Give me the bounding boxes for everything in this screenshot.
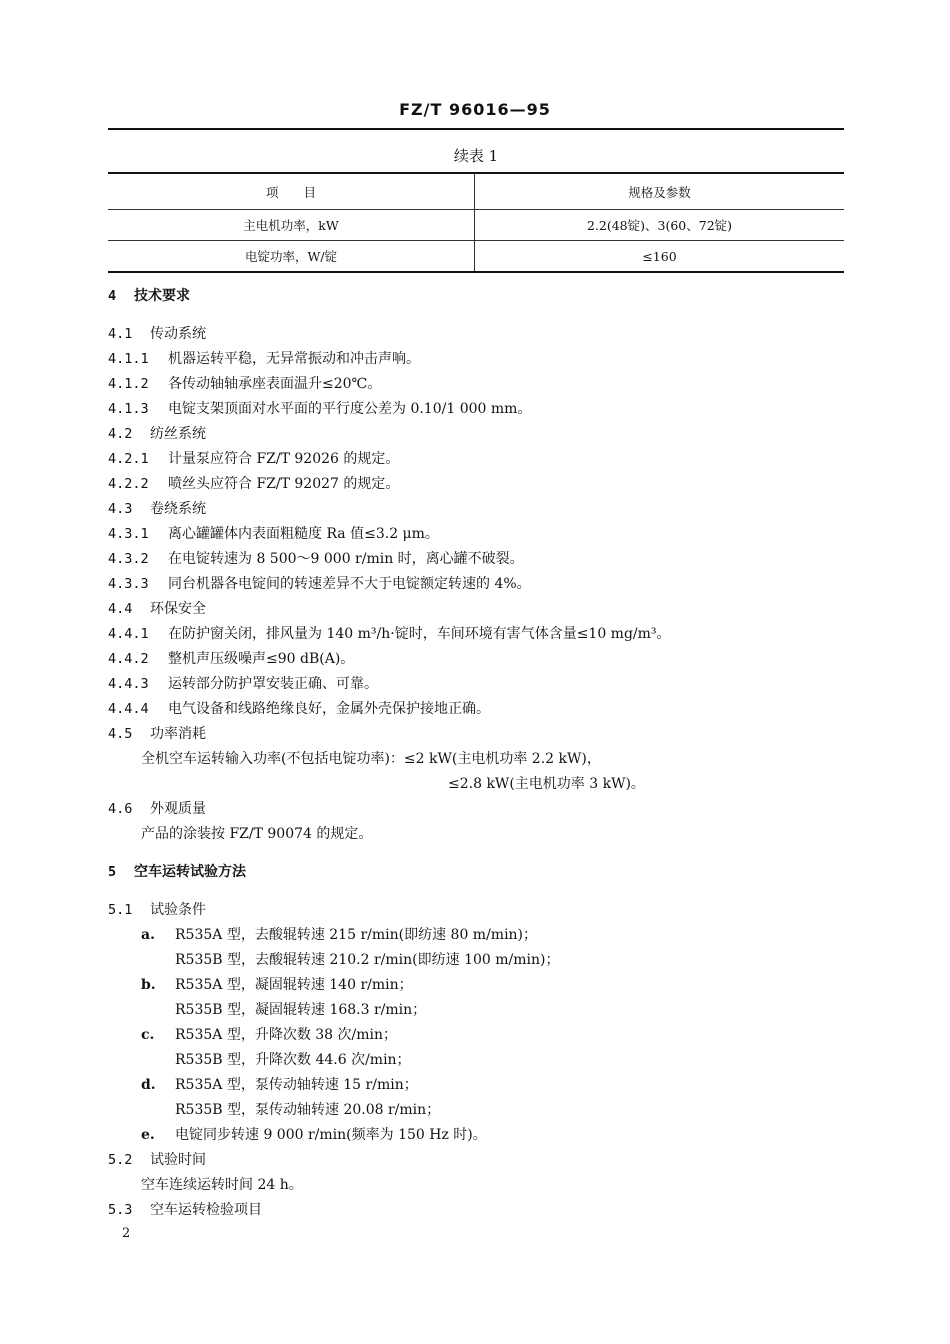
clause-number: 4.4.3 bbox=[108, 676, 149, 692]
clause-title: 试验条件 bbox=[150, 902, 206, 918]
list-item-e bbox=[108, 1123, 848, 1148]
document-body bbox=[108, 284, 848, 1223]
clause-number: 4.4 bbox=[108, 601, 133, 617]
clause-title: 卷绕系统 bbox=[150, 501, 206, 517]
clause-4-4-2 bbox=[108, 647, 848, 672]
list-item-b-cont: R535B 型，凝固辊转速 168.3 r/min； bbox=[175, 1002, 427, 1018]
clause-number: 4.1.3 bbox=[108, 401, 149, 417]
spec-table bbox=[108, 172, 844, 273]
list-letter: a. bbox=[141, 927, 155, 943]
section-heading-4 bbox=[108, 284, 848, 309]
clause-title: 外观质量 bbox=[150, 801, 206, 817]
clause-4-6 bbox=[108, 797, 848, 822]
list-item-d bbox=[108, 1073, 848, 1098]
clause-4-4-1 bbox=[108, 622, 848, 647]
clause-number: 5.2 bbox=[108, 1152, 133, 1168]
clause-4-1-2 bbox=[108, 372, 848, 397]
clause-text: 电气设备和线路绝缘良好，金属外壳保护接地正确。 bbox=[168, 701, 490, 717]
clause-4-2-1 bbox=[108, 447, 848, 472]
clause-title: 传动系统 bbox=[150, 326, 206, 342]
clause-number: 4.4.1 bbox=[108, 626, 149, 642]
list-text: 电锭同步转速 9 000 r/min(频率为 150 Hz 时)。 bbox=[175, 1127, 487, 1143]
clause-4-2-2 bbox=[108, 472, 848, 497]
table-row bbox=[108, 210, 844, 241]
section-number: 5 bbox=[108, 864, 117, 880]
list-item-c-cont: R535B 型，升降次数 44.6 次/min； bbox=[175, 1052, 411, 1068]
clause-title: 环保安全 bbox=[150, 601, 206, 617]
clause-number: 4.2.2 bbox=[108, 476, 149, 492]
clause-number: 4.6 bbox=[108, 801, 133, 817]
clause-number: 4.3 bbox=[108, 501, 133, 517]
clause-text: 在防护窗关闭，排风量为 140 m³/h·锭时，车间环境有害气体含量≤10 mg/m³。 bbox=[168, 626, 671, 642]
list-letter: d. bbox=[141, 1077, 156, 1093]
clause-number: 4.3.2 bbox=[108, 551, 149, 567]
clause-4-3-3 bbox=[108, 572, 848, 597]
test-time-text: 空车连续运转时间 24 h。 bbox=[141, 1177, 303, 1193]
section-number: 4 bbox=[108, 288, 117, 304]
clause-number: 4.4.4 bbox=[108, 701, 149, 717]
clause-title: 空车运转检验项目 bbox=[150, 1202, 262, 1218]
clause-number: 4.3.3 bbox=[108, 576, 149, 592]
clause-number: 4.2.1 bbox=[108, 451, 149, 467]
table-row bbox=[108, 241, 844, 273]
clause-text: 离心罐罐体内表面粗糙度 Ra 值≤3.2 μm。 bbox=[168, 526, 439, 542]
clause-number: 5.3 bbox=[108, 1202, 133, 1218]
table-header-cell: 项 目 bbox=[108, 173, 475, 210]
clause-4-4-4 bbox=[108, 697, 848, 722]
clause-text: 喷丝头应符合 FZ/T 92027 的规定。 bbox=[168, 476, 400, 492]
table-cell: 2.2(48锭)、3(60、72锭) bbox=[475, 210, 845, 241]
clause-5-1 bbox=[108, 898, 848, 923]
clause-4-4-3 bbox=[108, 672, 848, 697]
clause-4-3-1 bbox=[108, 522, 848, 547]
clause-number: 5.1 bbox=[108, 902, 133, 918]
list-item-a-cont: R535B 型，去酸辊转速 210.2 r/min(即纺速 100 m/min)； bbox=[175, 952, 560, 968]
clause-text: 在电锭转速为 8 500～9 000 r/min 时，离心罐不破裂。 bbox=[168, 551, 524, 567]
list-item-b bbox=[108, 973, 848, 998]
table-cell: 电锭功率，W/锭 bbox=[108, 241, 475, 273]
clause-text: 计量泵应符合 FZ/T 92026 的规定。 bbox=[168, 451, 400, 467]
list-text: R535A 型，凝固辊转速 140 r/min； bbox=[175, 977, 413, 993]
table-caption: 续表 1 bbox=[453, 147, 499, 165]
clause-number: 4.4.2 bbox=[108, 651, 149, 667]
standard-code: FZ/T 96016—95 bbox=[399, 100, 551, 119]
table-header-row bbox=[108, 173, 844, 210]
page-number: 2 bbox=[122, 1226, 131, 1241]
clause-5-2 bbox=[108, 1148, 848, 1173]
clause-title: 功率消耗 bbox=[150, 726, 206, 742]
clause-4-3-2 bbox=[108, 547, 848, 572]
clause-4-2 bbox=[108, 422, 848, 447]
list-item-d-cont: R535B 型，泵传动轴转速 20.08 r/min； bbox=[175, 1102, 441, 1118]
clause-text: 运转部分防护罩安装正确、可靠。 bbox=[168, 676, 378, 692]
table-header-cell: 规格及参数 bbox=[475, 173, 845, 210]
power-consumption-line-1: 全机空车运转输入功率(不包括电锭功率)：≤2 kW(主电机功率 2.2 kW)， bbox=[141, 751, 601, 767]
clause-number: 4.3.1 bbox=[108, 526, 149, 542]
clause-5-3 bbox=[108, 1198, 848, 1223]
list-letter: e. bbox=[141, 1127, 155, 1143]
section-title: 技术要求 bbox=[134, 288, 190, 304]
clause-4-4 bbox=[108, 597, 848, 622]
clause-number: 4.5 bbox=[108, 726, 133, 742]
power-consumption-line-2: ≤2.8 kW(主电机功率 3 kW)。 bbox=[448, 776, 645, 792]
list-item-a bbox=[108, 923, 848, 948]
table-cell: ≤160 bbox=[475, 241, 845, 273]
list-text: R535A 型，泵传动轴转速 15 r/min； bbox=[175, 1077, 418, 1093]
clause-number: 4.2 bbox=[108, 426, 133, 442]
test-conditions-list bbox=[108, 923, 848, 1148]
clause-4-3 bbox=[108, 497, 848, 522]
clause-text: 机器运转平稳，无异常振动和冲击声响。 bbox=[168, 351, 420, 367]
table-cell: 主电机功率，kW bbox=[108, 210, 475, 241]
header-rule bbox=[108, 128, 844, 130]
list-letter: b. bbox=[141, 977, 156, 993]
clause-text: 同台机器各电锭间的转速差异不大于电锭额定转速的 4%。 bbox=[168, 576, 531, 592]
clause-4-1-3 bbox=[108, 397, 848, 422]
section-heading-5 bbox=[108, 860, 848, 885]
list-letter: c. bbox=[141, 1027, 155, 1043]
clause-4-1 bbox=[108, 322, 848, 347]
clause-number: 4.1 bbox=[108, 326, 133, 342]
appearance-text: 产品的涂装按 FZ/T 90074 的规定。 bbox=[141, 826, 373, 842]
clause-text: 整机声压级噪声≤90 dB(A)。 bbox=[168, 651, 355, 667]
clause-4-1-1 bbox=[108, 347, 848, 372]
section-title: 空车运转试验方法 bbox=[134, 864, 246, 880]
clause-number: 4.1.1 bbox=[108, 351, 149, 367]
clause-4-5 bbox=[108, 722, 848, 747]
list-text: R535A 型，升降次数 38 次/min； bbox=[175, 1027, 398, 1043]
clause-title: 试验时间 bbox=[150, 1152, 206, 1168]
list-text: R535A 型，去酸辊转速 215 r/min(即纺速 80 m/min)； bbox=[175, 927, 538, 943]
clause-text: 各传动轴轴承座表面温升≤20℃。 bbox=[168, 376, 382, 392]
clause-text: 电锭支架顶面对水平面的平行度公差为 0.10/1 000 mm。 bbox=[168, 401, 532, 417]
clause-number: 4.1.2 bbox=[108, 376, 149, 392]
list-item-c bbox=[108, 1023, 848, 1048]
clause-title: 纺丝系统 bbox=[150, 426, 206, 442]
